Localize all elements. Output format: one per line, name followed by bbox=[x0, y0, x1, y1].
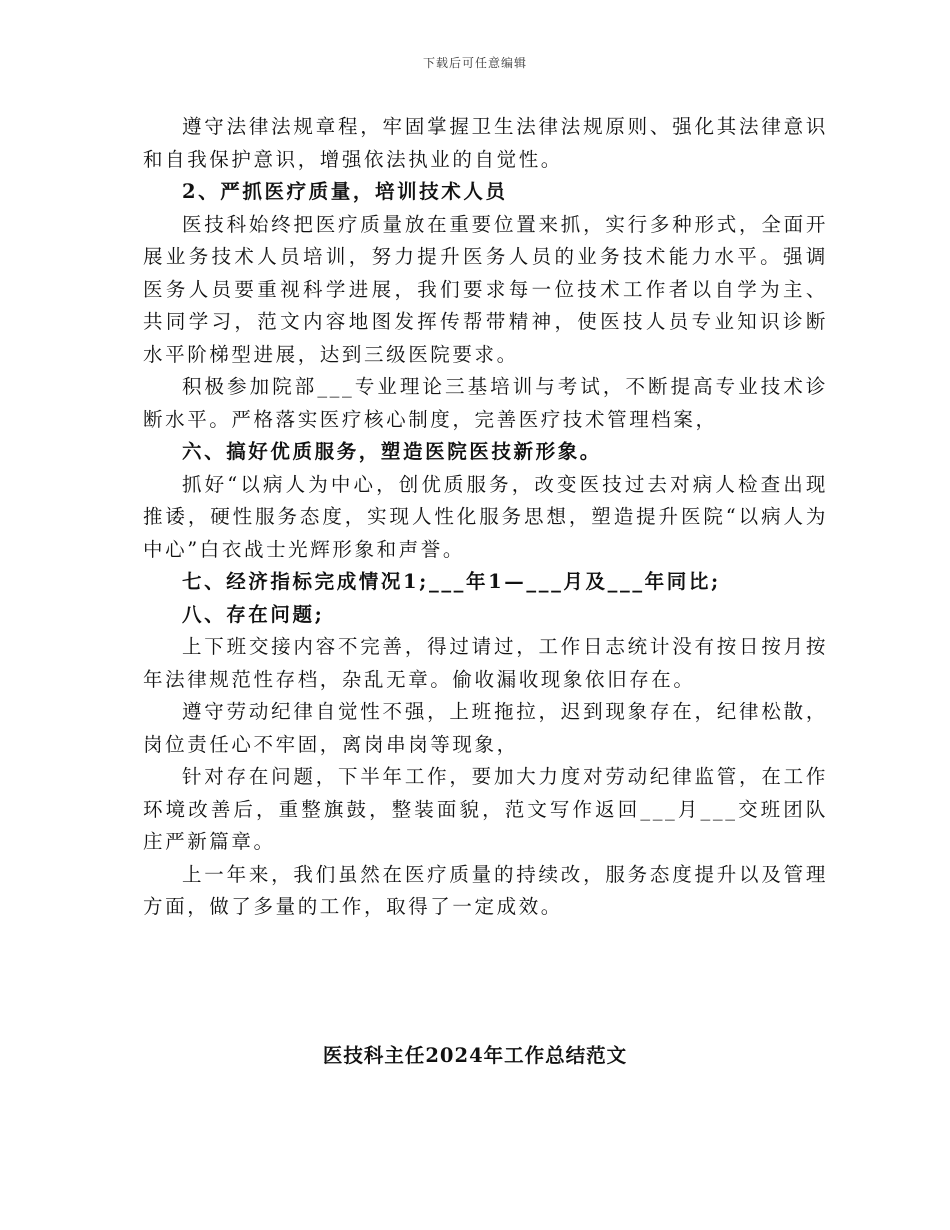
page-header-note: 下载后可任意编辑 bbox=[422, 56, 527, 70]
heading-economic-indicators: 七、经济指标完成情况1;___年1—___月及___年同比; bbox=[182, 570, 721, 593]
paragraph-improvement-plan: 针对存在问题，下半年工作，要加大力度对劳动纪律监管，在工作环境改善后，重整旗鼓，整装面貌，范文写作返回___月___交班团队庄严新篇章。 bbox=[143, 765, 828, 853]
heading-medical-quality: 2、严抓医疗质量，培训技术人员 bbox=[182, 180, 508, 203]
paragraph-labor-discipline: 遵守劳动纪律自觉性不强，上班拖拉，迟到现象存在，纪律松散，岗位责任心不牢固，离岗串岗等现象， bbox=[143, 700, 828, 756]
paragraph-technical-training: 医技科始终把医疗质量放在重要位置来抓，实行多种形式，全面开展业务技术人员培训，努力提升医务人员的业务技术能力水平。强调医务人员要重视科学进展，我们要求每一位技术工作者以自学为主、共同学习，范文内容地图发挥传帮带精神，使医技人员专业知识诊断水平阶梯型进展，达到三级医院要求。 bbox=[143, 212, 828, 366]
heading-quality-service: 六、搞好优质服务，塑造医院医技新形象。 bbox=[182, 440, 602, 463]
paragraph-three-basics-training: 积极参加院部___专业理论三基培训与考试，不断提高专业技术诊断水平。严格落实医疗核心制度，完善医疗技术管理档案， bbox=[143, 375, 828, 431]
paragraph-patient-centered: 抓好“以病人为中心，创优质服务，改变医技过去对病人检查出现推诿，硬性服务态度，实现人性化服务思想，塑造提升医院“以病人为中心”白衣战士光辉形象和声誉。 bbox=[143, 472, 828, 561]
heading-existing-problems: 八、存在问题; bbox=[182, 602, 325, 626]
paragraph-law-compliance: 遵守法律法规章程，牢固掌握卫生法律法规原则、强化其法律意识和自我保护意识，增强依法执业的自觉性。 bbox=[143, 115, 828, 171]
paragraph-year-summary: 上一年来，我们虽然在医疗质量的持续改，服务态度提升以及管理方面，做了多量的工作，取得了一定成效。 bbox=[143, 862, 828, 918]
closing-title: 医技科主任2024年工作总结范文 bbox=[322, 1044, 628, 1067]
document-body bbox=[143, 111, 828, 924]
paragraph-shift-handover: 上下班交接内容不完善，得过请过，工作日志统计没有按日按月按年法律规范性存档，杂乱无章。偷收漏收现象依旧存在。 bbox=[143, 635, 828, 691]
